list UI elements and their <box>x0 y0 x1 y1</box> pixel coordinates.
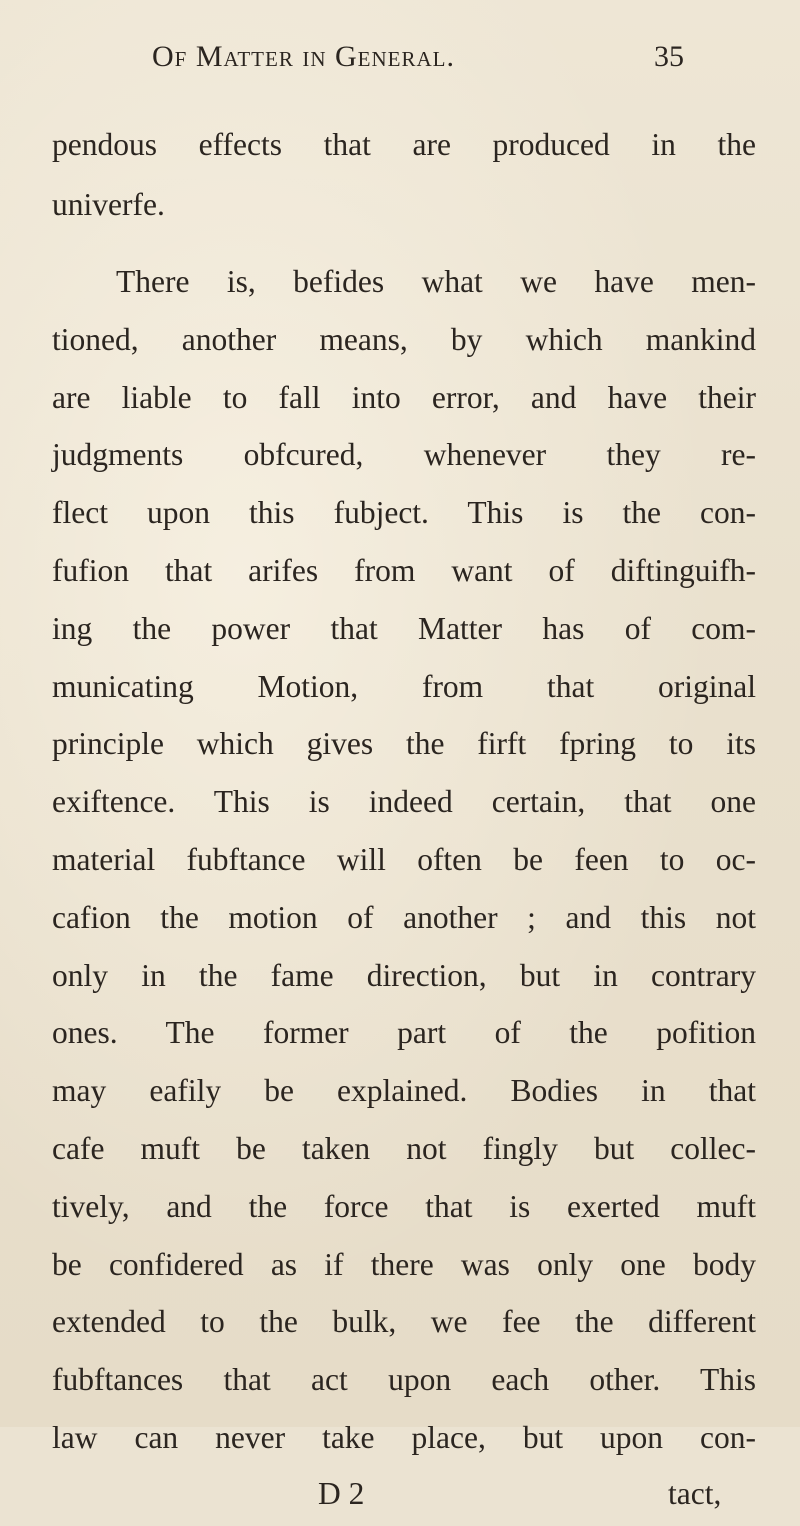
page-footer <box>0 1476 800 1526</box>
text-line: pendous effects that are produced in the <box>52 127 756 162</box>
text-line: law can never take place, but upon con- <box>52 1420 756 1455</box>
running-title: Of Matter in General. <box>152 40 455 73</box>
text-line: material fubftance will often be feen to oc- <box>52 842 756 877</box>
text-line: fufion that arifes from want of diftinguifh- <box>52 553 756 588</box>
text-line: tively, and the force that is exerted muft <box>52 1188 756 1224</box>
text-line: municating Motion, from that original <box>52 668 756 704</box>
text-line: tioned, another means, by which mankind <box>52 321 756 357</box>
text-line: be confidered as if there was only one body <box>52 1246 756 1282</box>
paragraph-first-line: There is, befides what we have men- <box>116 264 756 299</box>
running-head <box>152 40 712 74</box>
text-line: may eafily be explained. Bodies in that <box>52 1073 756 1109</box>
text-line: principle which gives the firft fpring to its <box>52 726 756 762</box>
text-line: extended to the bulk, we fee the different <box>52 1304 756 1340</box>
text-line: only in the fame direction, but in contrary <box>52 957 756 993</box>
signature-mark: D 2 <box>318 1475 365 1511</box>
catchword: tact, <box>668 1475 722 1511</box>
page-number: 35 <box>654 40 684 73</box>
text-line: cafe muft be taken not fingly but collec- <box>52 1131 756 1166</box>
text-line: cafion the motion of another ; and this not <box>52 899 756 935</box>
text-line: are liable to fall into error, and have their <box>52 379 756 415</box>
text-line: flect upon this fubject. This is the con- <box>52 495 756 531</box>
text-line: fubftances that act upon each other. This <box>52 1362 756 1398</box>
text-line: ing the power that Matter has of com- <box>52 610 756 646</box>
text-line: ones. The former part of the pofition <box>52 1015 756 1051</box>
text-line: exiftence. This is indeed certain, that one <box>52 784 756 820</box>
text-line: univerfe. <box>52 187 165 222</box>
text-line: judgments obfcured, whenever they re- <box>52 437 756 473</box>
